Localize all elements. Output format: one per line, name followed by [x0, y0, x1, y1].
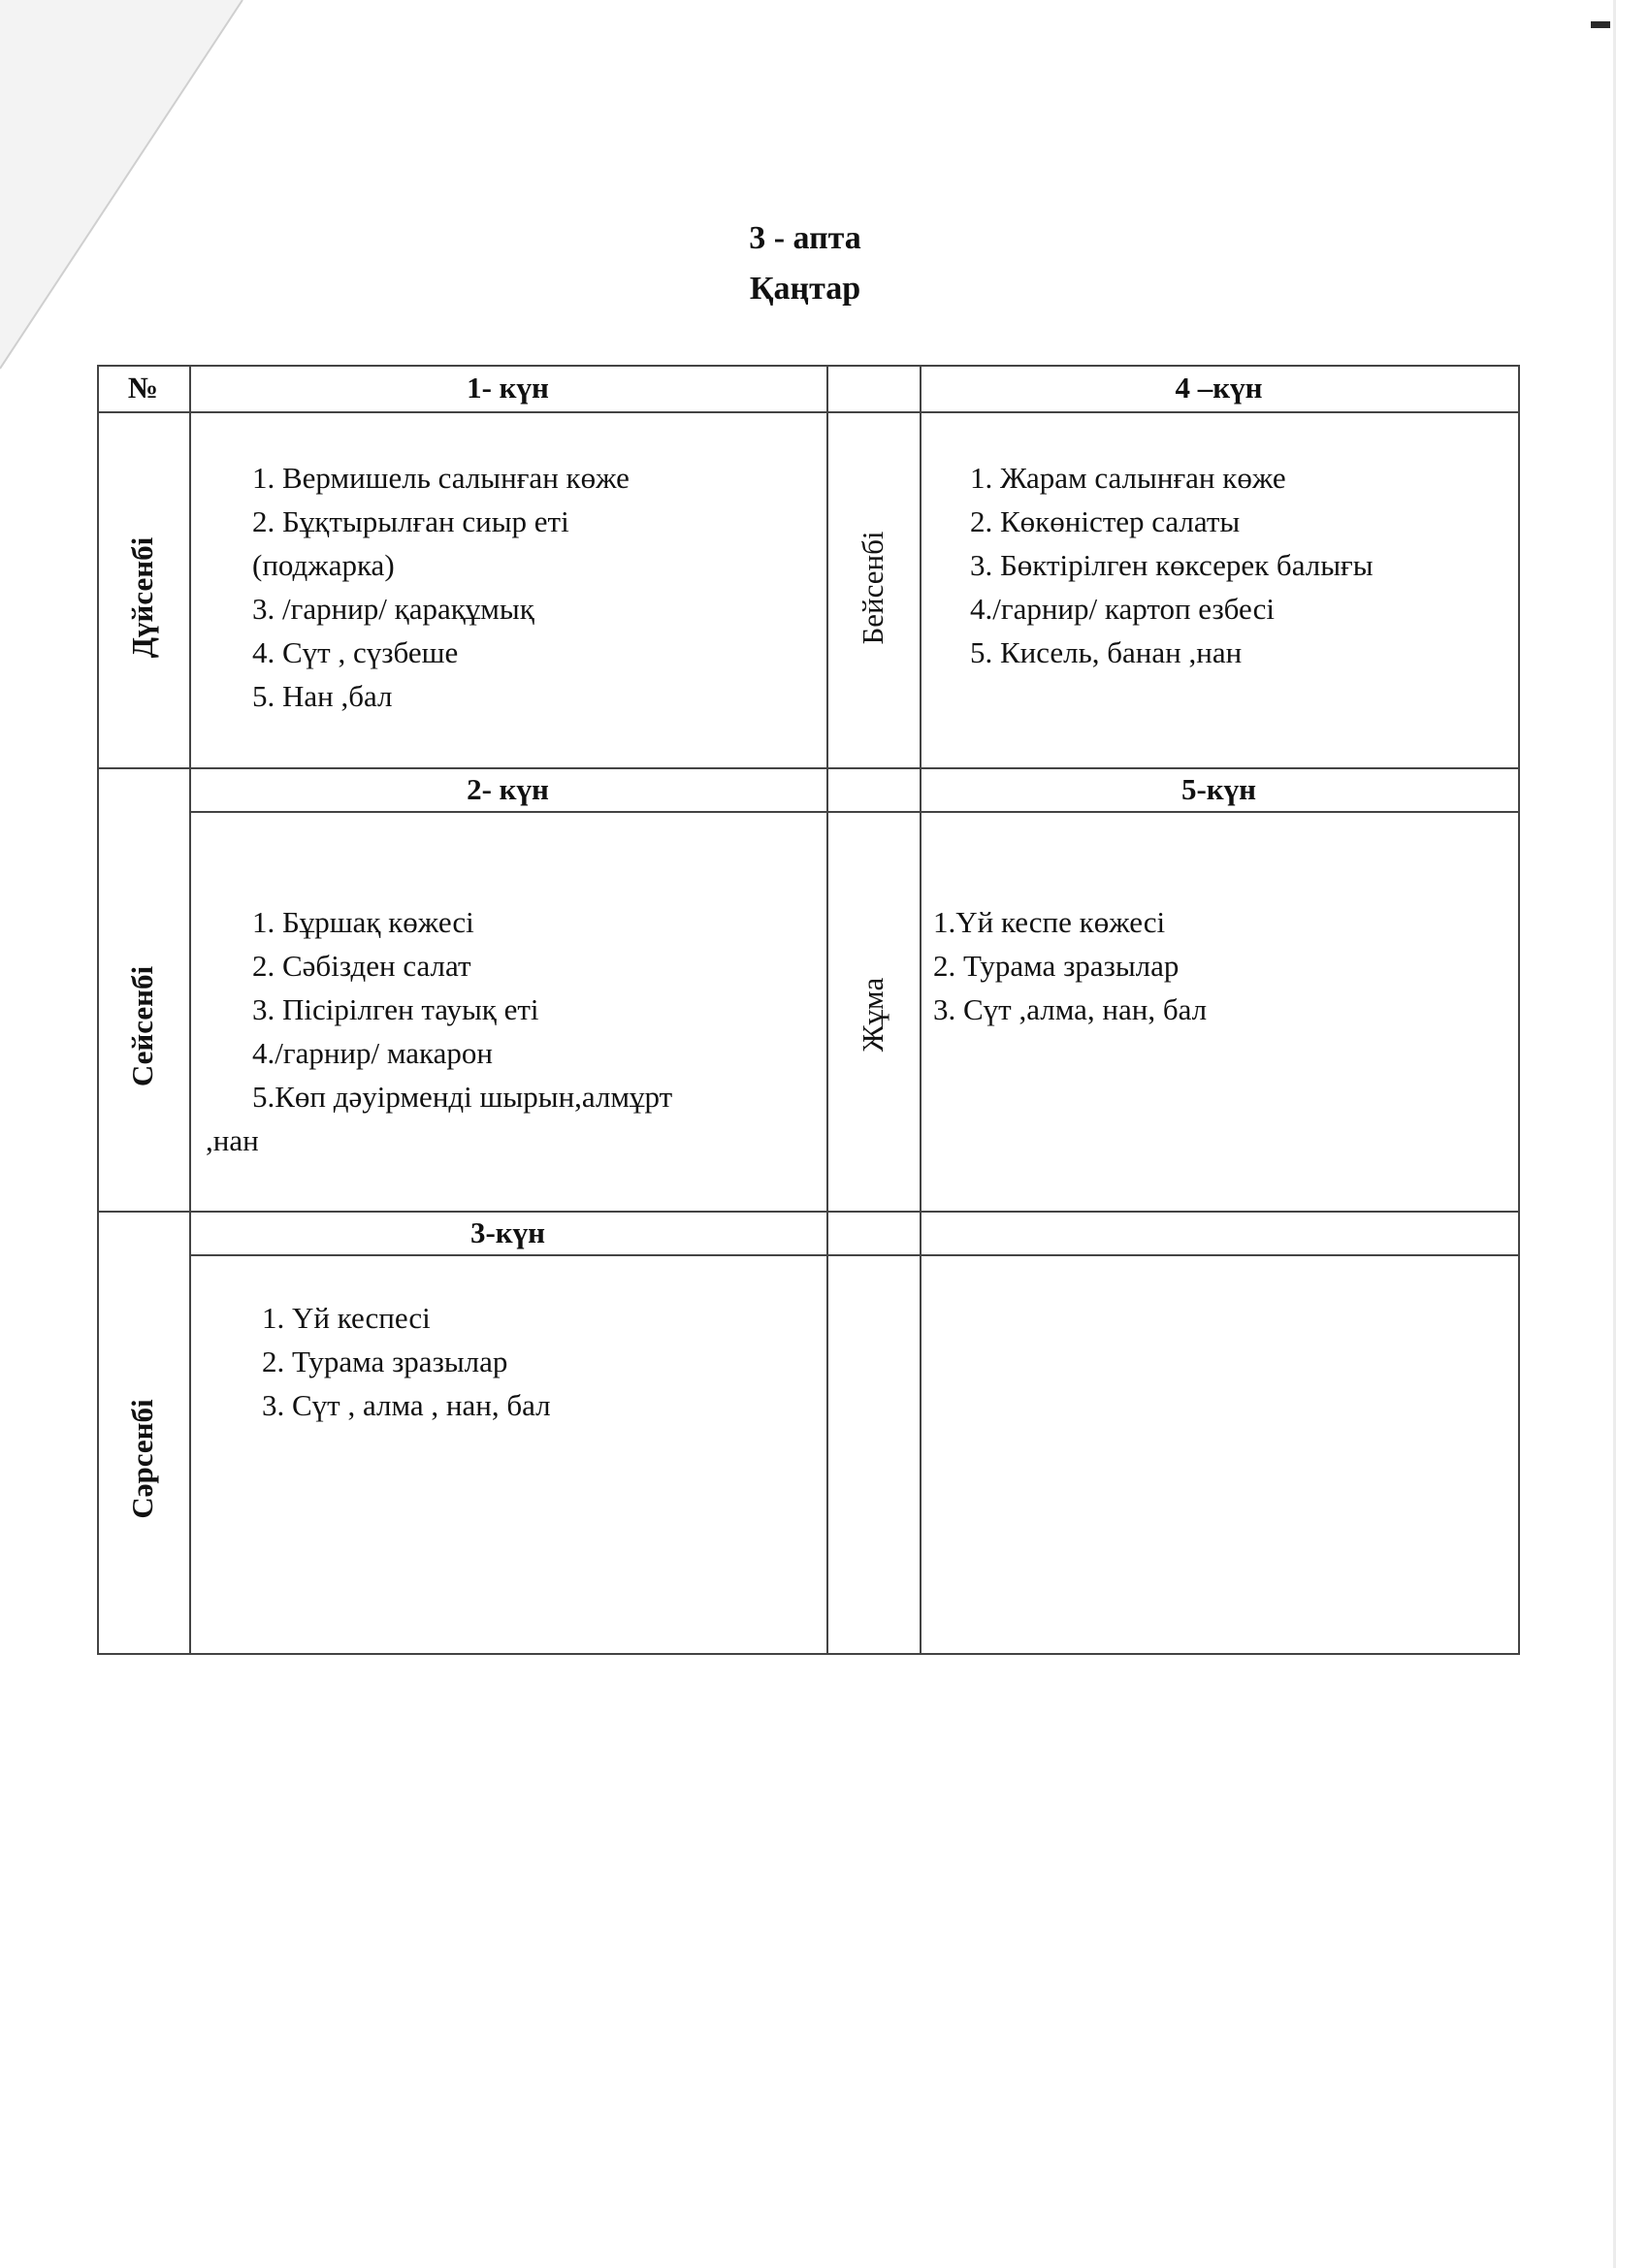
day-3-menu [262, 1296, 551, 1427]
scan-edge [1613, 0, 1616, 2268]
list-item: 2. Сәбізден салат [252, 949, 471, 983]
list-item: 3. Сүт ,алма, нан, бал [933, 992, 1208, 1026]
table-border [1518, 365, 1520, 1655]
table-border [826, 365, 828, 1655]
table-border [189, 365, 191, 1655]
day-4-header: 4 –күн [1175, 371, 1263, 405]
list-item: 2. Көкөністер салаты [970, 504, 1241, 538]
scan-mark [1591, 21, 1610, 28]
list-item: (поджарка) [252, 548, 395, 582]
list-item: 4./гарнир/ картоп езбесі [970, 592, 1275, 626]
table-border [97, 365, 99, 1655]
list-item: 2. Бұқтырылған сиыр еті [252, 504, 569, 538]
list-item: 1.Үй кеспе көжесі [933, 905, 1166, 939]
weekday-tuesday: Сейсенбі [125, 965, 159, 1087]
list-item: 3. /гарнир/ қарақұмық [252, 592, 534, 626]
list-item: 5. Кисель, банан ,нан [970, 635, 1243, 669]
table-border [920, 365, 922, 1655]
day-3-header: 3-күн [469, 1215, 546, 1249]
list-item: 3. Сүт , алма , нан, бал [262, 1388, 551, 1422]
list-item: 3. Бөктірілген көксерек балығы [970, 548, 1374, 582]
day-4-menu [970, 456, 1374, 674]
table-border [97, 411, 1520, 413]
list-item: 2. Турама зразылар [262, 1345, 508, 1378]
weekday-monday: Дүйсенбі [125, 536, 159, 659]
day-1-header: 1- күн [467, 371, 549, 405]
day-5-menu [933, 900, 1207, 1031]
list-item: 1. Жарам салынған көже [970, 461, 1286, 495]
list-item: 4./гарнир/ макарон [252, 1036, 493, 1070]
day-5-header: 5-күн [1180, 772, 1257, 806]
table-border [189, 1254, 1520, 1256]
list-item: 4. Сүт , сүзбеше [252, 635, 459, 669]
folded-corner [0, 0, 252, 388]
list-item: 2. Турама зразылар [933, 949, 1180, 983]
table-border [97, 1653, 1520, 1655]
weekday-wednesday: Сәрсенбі [125, 1399, 159, 1519]
day-2-menu [252, 900, 672, 1118]
day-1-menu [252, 456, 630, 718]
number-header: № [127, 371, 159, 405]
month-title: Қаңтар [749, 271, 861, 307]
table-border [189, 811, 1520, 813]
day-2-header: 2- күн [467, 772, 549, 806]
day-2-menu-wrap: ,нан [206, 1123, 259, 1157]
list-item: 5. Нан ,бал [252, 679, 393, 713]
menu-table [97, 365, 1520, 1655]
weekday-thursday: Бейсенбі [856, 531, 889, 645]
list-item: 1. Бұршақ көжесі [252, 905, 474, 939]
list-item: 1. Вермишель салынған көже [252, 461, 630, 495]
list-item: 1. Үй кеспесі [262, 1301, 431, 1335]
list-item: 3. Пісірілген тауық еті [252, 992, 539, 1026]
weekday-friday: Жұма [856, 977, 889, 1053]
week-title: 3 - апта [749, 220, 861, 256]
list-item: 5.Көп дәуірменді шырын,алмұрт [252, 1080, 673, 1114]
